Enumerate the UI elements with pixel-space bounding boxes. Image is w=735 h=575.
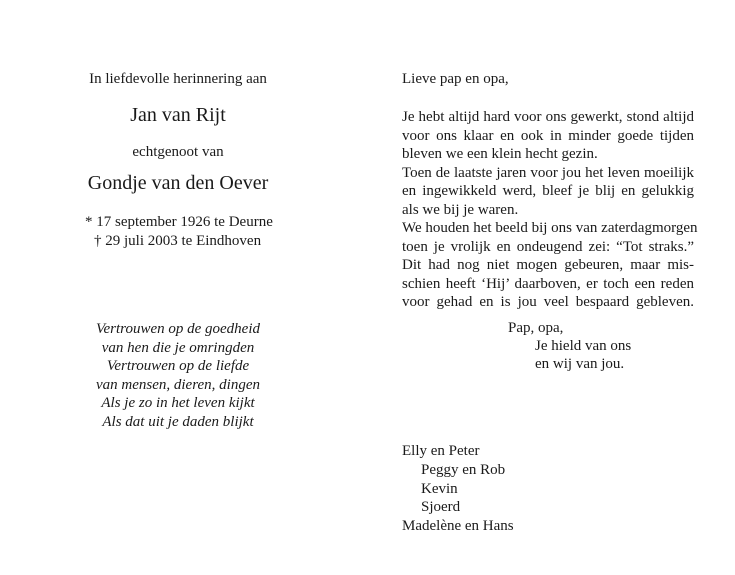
- poem-line: Als je zo in het leven kijkt: [101, 395, 255, 411]
- letter-line: schien heeft ‘Hij’ daarboven, er toch een reden: [402, 275, 694, 292]
- family-member: Sjoerd: [421, 499, 461, 516]
- closing-line: Je hield van ons: [535, 338, 632, 354]
- letter-line: Toen de laatste jaren voor jou het leven moeilijk: [402, 164, 694, 181]
- greeting: Lieve pap en opa,: [402, 71, 509, 87]
- letter-line: als we bij je waren.: [402, 201, 519, 218]
- letter-line: Dit had nog niet mogen gebeuren, maar mis-: [402, 257, 694, 273]
- poem-line: van hen die je omringden: [101, 339, 255, 356]
- poem: [68, 320, 288, 431]
- deceased-name: Jan van Rijt: [130, 104, 226, 126]
- letter-line: Je hebt altijd hard voor ons gewerkt, stond altijd: [402, 109, 694, 125]
- relation-text: echtgenoot van: [132, 144, 224, 160]
- poem-line: Als dat uit je daden blijkt: [102, 413, 254, 430]
- letter-line: bleven we een klein hecht gezin.: [402, 146, 598, 162]
- death-date: † 29 juli 2003 te Eindhoven: [94, 233, 262, 249]
- closing-line: Pap, opa,: [508, 320, 564, 336]
- letter-line: voor ons klaar en ook in minder goede tijden: [402, 127, 694, 144]
- spouse-name: Gondje van den Oever: [87, 172, 269, 194]
- letter-line: We houden het beeld bij ons van zaterdagmorgen: [402, 220, 698, 236]
- letter-line: voor gehad en is jou veel bespaard gebleven.: [402, 294, 694, 310]
- closing-line: en wij van jou.: [535, 356, 625, 372]
- family-member: Madelène en Hans: [402, 518, 514, 535]
- family-member: Elly en Peter: [402, 443, 480, 459]
- letter-body: [402, 108, 698, 312]
- intro-text: In liefdevolle herinnering aan: [89, 71, 267, 87]
- poem-line: van mensen, dieren, dingen: [96, 376, 260, 393]
- letter-line: toen je vrolijk en ondeugend zei: “Tot straks.”: [402, 238, 694, 255]
- poem-line: Vertrouwen op de liefde: [106, 358, 250, 374]
- family-member: Kevin: [421, 480, 458, 497]
- poem-line: Vertrouwen op de goedheid: [96, 321, 260, 337]
- family-member: Peggy en Rob: [421, 461, 506, 478]
- letter-line: en ingewikkeld werd, bleef je blij en gelukkig: [402, 183, 694, 199]
- family-list: [402, 442, 514, 536]
- birth-date: * 17 september 1926 te Deurne: [85, 214, 273, 230]
